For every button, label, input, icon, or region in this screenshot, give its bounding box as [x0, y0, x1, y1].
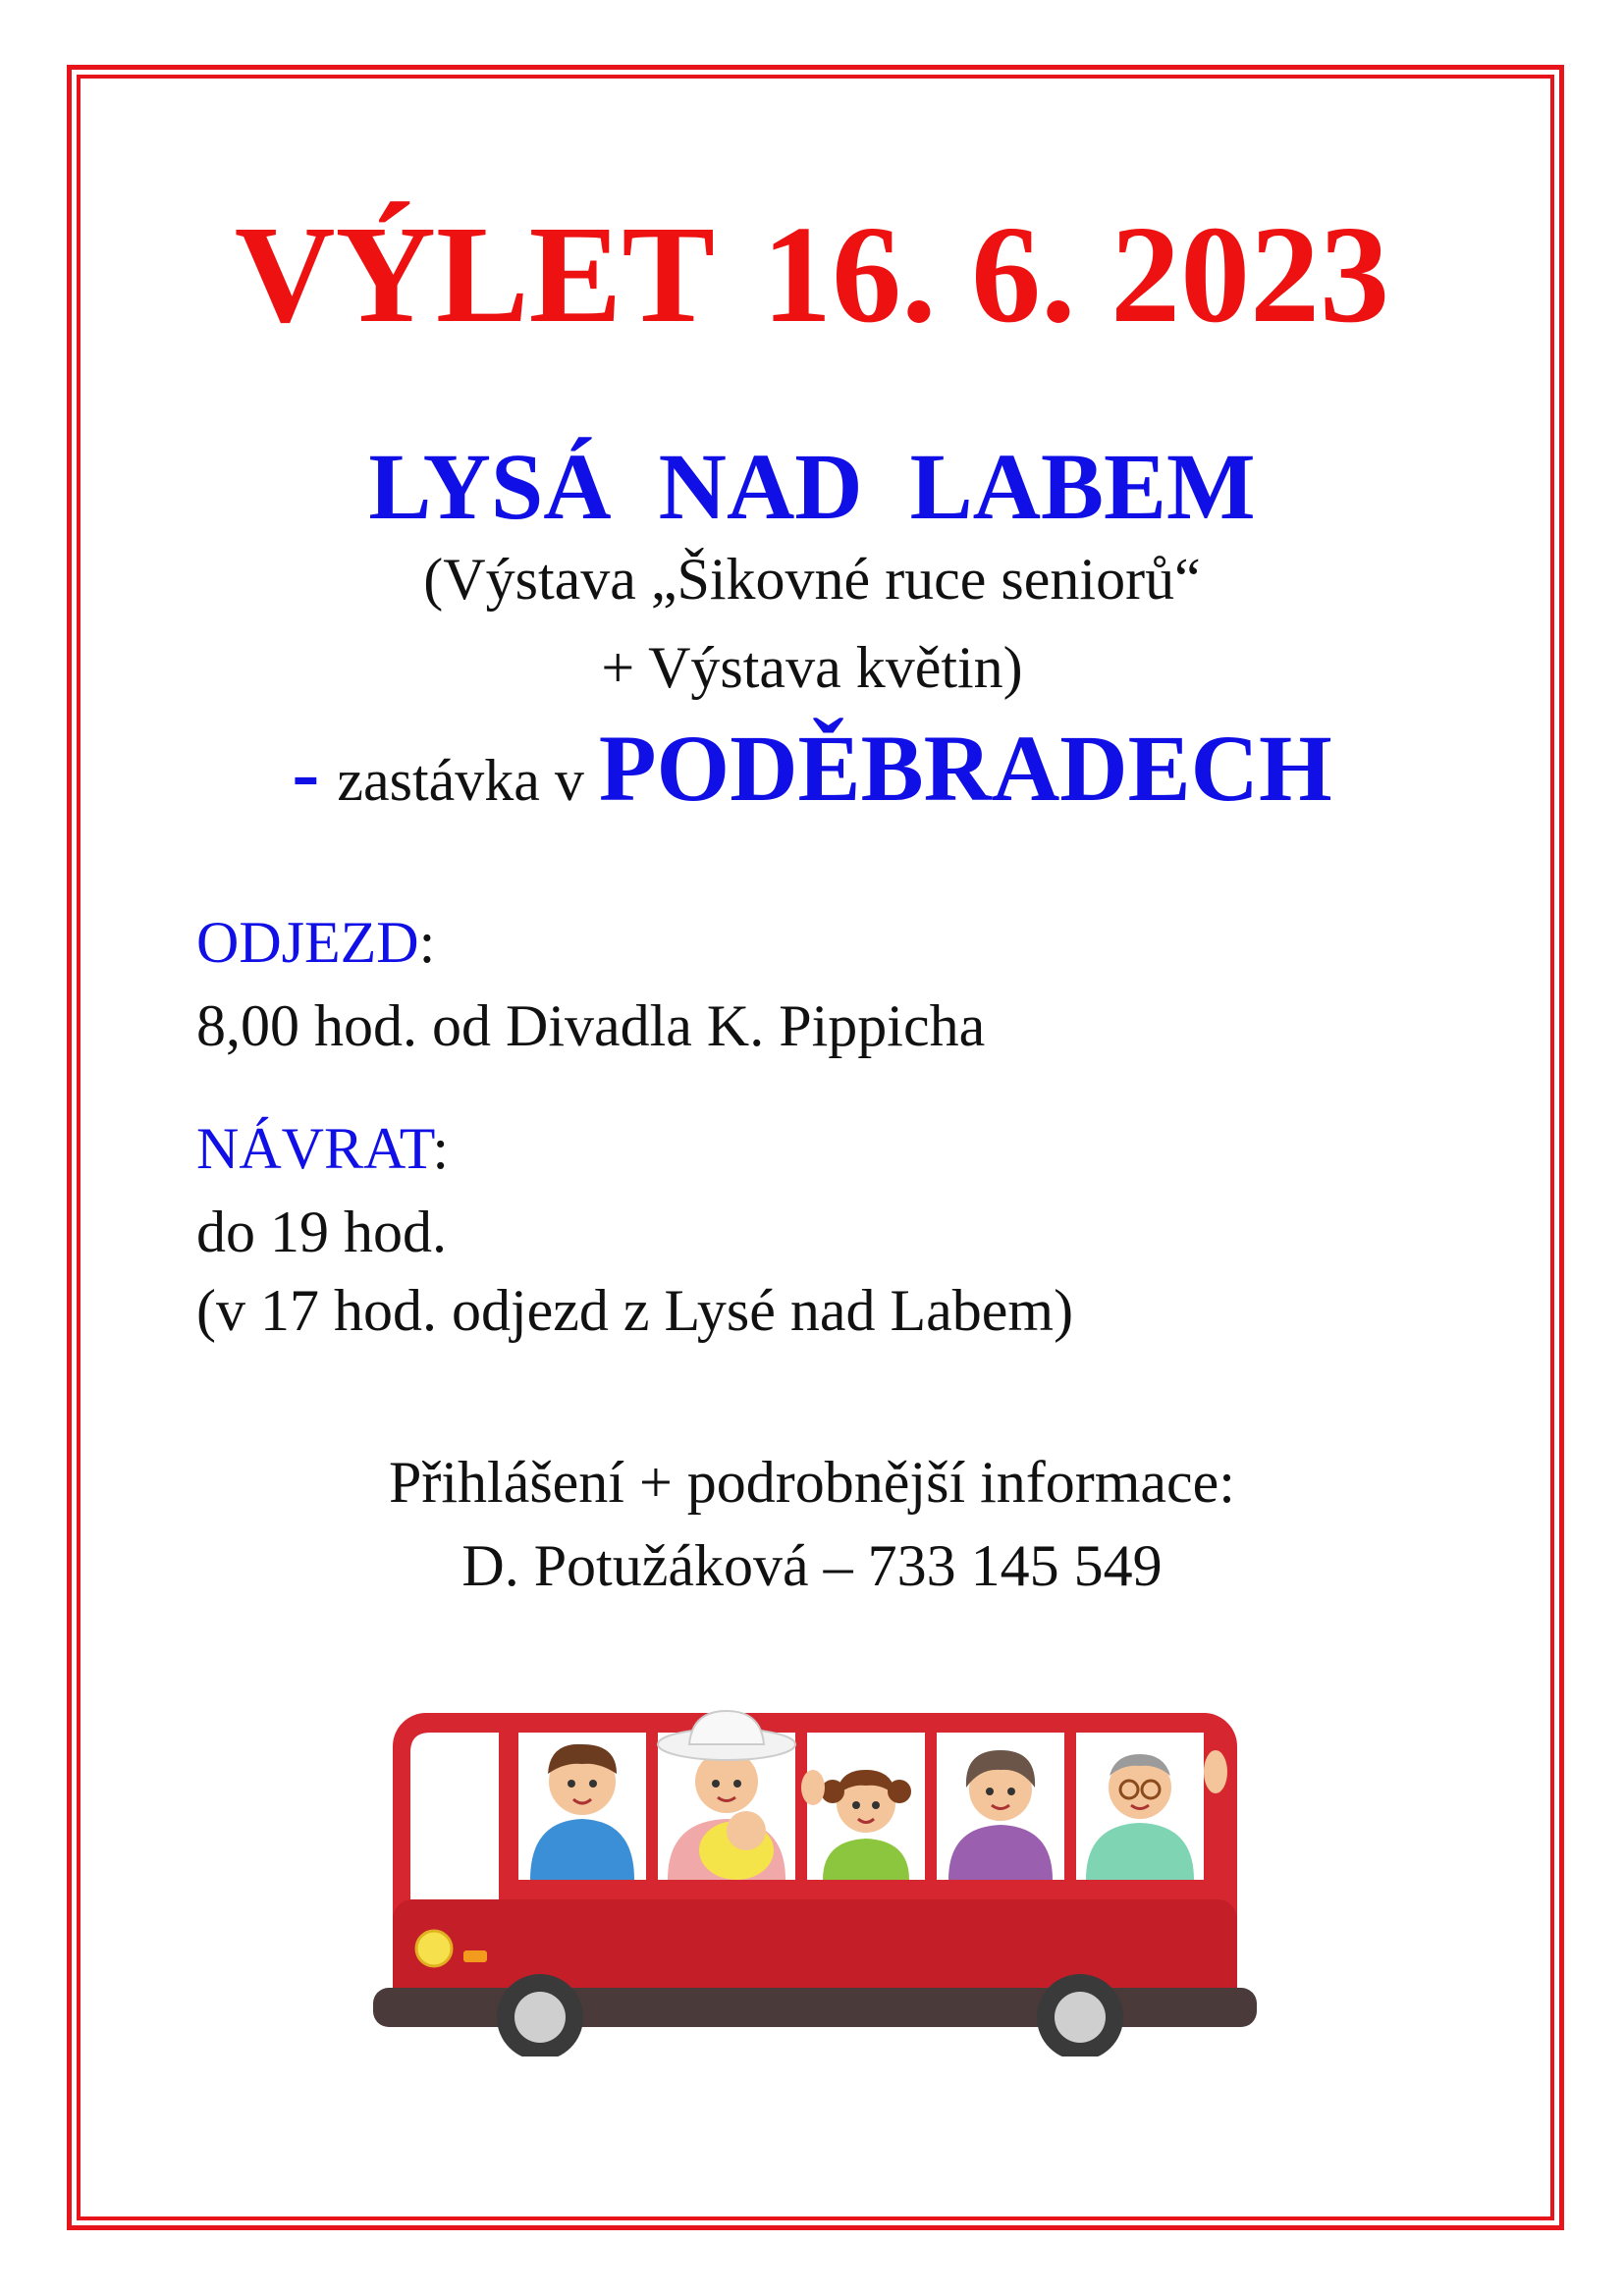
departure-heading [196, 910, 436, 975]
departure-colon: : [418, 910, 436, 975]
stop-line [0, 716, 1624, 821]
return-detail: do 19 hod. [196, 1200, 447, 1264]
departure-detail: 8,00 hod. od Divadla K. Pippicha [196, 993, 986, 1058]
return-note: (v 17 hod. odjezd z Lysé nad Labem) [196, 1278, 1074, 1343]
departure-label: ODJEZD [196, 910, 419, 975]
contact-line-2: D. Potužáková – 733 145 549 [461, 1533, 1163, 1598]
trip-title [0, 196, 1624, 351]
stop-text: zastávka v [337, 748, 584, 813]
destination-heading: LYSÁ NAD LABEM [368, 434, 1256, 539]
stop-dash: - [292, 727, 320, 819]
return-label: NÁVRAT [196, 1116, 433, 1181]
stop-city: PODĚBRADECH [598, 716, 1332, 821]
return-heading [196, 1116, 450, 1181]
contact-line-1: Přihlášení + podrobnější informace: [389, 1450, 1235, 1515]
exhibition-line-2: + Výstava květin) [601, 635, 1023, 700]
title-date: 16. 6. 2023 [762, 196, 1390, 351]
return-colon: : [432, 1116, 450, 1181]
bus-with-passengers-icon [373, 1693, 1257, 2056]
title-word: VÝLET [234, 196, 716, 351]
exhibition-line-1: (Výstava „Šikovné ruce seniorů“ [423, 547, 1201, 612]
